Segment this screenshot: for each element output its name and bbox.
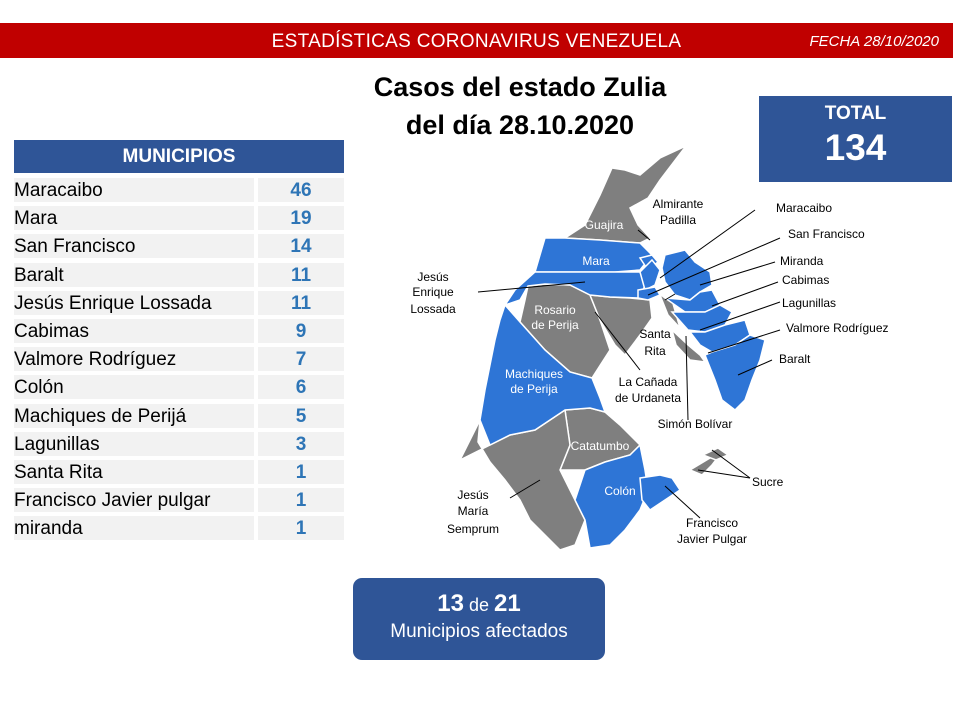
affected-label: Municipios afectados	[390, 621, 568, 642]
municipio-name: Lagunillas	[14, 432, 254, 456]
banner-date: FECHA 28/10/2020	[809, 33, 939, 50]
page-title-line2: del día 28.10.2020	[405, 110, 635, 140]
table-row	[14, 319, 344, 343]
label-la-canada-2: de Urdaneta	[614, 391, 682, 405]
label-almirante-padilla-1: Almirante	[652, 197, 704, 211]
table-row	[14, 178, 344, 202]
table-row	[14, 460, 344, 484]
label-francisco-javier-pulgar-1: Francisco	[685, 516, 739, 530]
label-baralt: Baralt	[779, 352, 811, 366]
region-san-francisco	[638, 287, 660, 300]
table-row	[14, 375, 344, 399]
region-sucre-2	[703, 448, 728, 460]
municipio-cases: 9	[258, 319, 344, 343]
label-catatumbo: Catatumbo	[570, 439, 630, 453]
table-row	[14, 347, 344, 371]
label-maracaibo: Maracaibo	[776, 201, 833, 215]
table-row	[14, 263, 344, 287]
label-jesus-maria-semprum-1: Jesús	[457, 488, 489, 502]
label-colon: Colón	[604, 484, 636, 498]
label-cabimas: Cabimas	[782, 273, 830, 287]
label-jesus-enrique-lossada-3: Lossada	[410, 302, 456, 316]
municipio-name: Colón	[14, 375, 254, 399]
municipio-name: Valmore Rodríguez	[14, 347, 254, 371]
label-jesus-enrique-lossada-2: Enrique	[412, 285, 454, 299]
table-row	[14, 432, 344, 456]
table-row	[14, 404, 344, 428]
label-machiques-de-perija-2: de Perija	[510, 382, 558, 396]
table-row	[14, 488, 344, 512]
municipio-cases: 46	[258, 178, 344, 202]
municipio-name: miranda	[14, 516, 254, 540]
label-almirante-padilla-2: Padilla	[659, 213, 697, 227]
zulia-map	[380, 140, 920, 560]
label-valmore-rodriguez: Valmore Rodríguez	[786, 321, 889, 335]
affected-count: 13	[437, 590, 464, 617]
region-francisco-javier-pulgar	[640, 475, 680, 510]
municipio-name: San Francisco	[14, 234, 254, 258]
affected-count-line	[353, 590, 605, 618]
municipio-name: Jesús Enrique Lossada	[14, 291, 254, 315]
table-row	[14, 516, 344, 540]
table-row	[14, 291, 344, 315]
municipio-name: Machiques de Perijá	[14, 404, 254, 428]
municipio-name: Maracaibo	[14, 178, 254, 202]
municipio-cases: 6	[258, 375, 344, 399]
municipio-name: Baralt	[14, 263, 254, 287]
label-jesus-maria-semprum-2: María	[457, 504, 489, 518]
label-rosario-de-perija-1: Rosario	[534, 303, 576, 317]
label-miranda: Miranda	[780, 254, 824, 268]
municipio-cases: 1	[258, 516, 344, 540]
municipio-name: Santa Rita	[14, 460, 254, 484]
municipio-name: Francisco Javier pulgar	[14, 488, 254, 512]
municipio-cases: 1	[258, 460, 344, 484]
municipio-cases: 11	[258, 291, 344, 315]
label-rosario-de-perija-2: de Perija	[531, 318, 579, 332]
municipio-cases: 3	[258, 432, 344, 456]
table-row	[14, 234, 344, 258]
municipios-table	[14, 178, 344, 544]
region-guajira	[565, 146, 686, 243]
municipio-name: Mara	[14, 206, 254, 230]
label-jesus-maria-semprum-3: Semprum	[446, 522, 500, 536]
affected-of: de	[468, 595, 490, 615]
municipio-name: Cabimas	[14, 319, 254, 343]
top-banner	[0, 23, 953, 58]
label-santa-rita-2: Rita	[644, 344, 666, 358]
municipio-cases: 5	[258, 404, 344, 428]
label-sucre: Sucre	[752, 475, 784, 489]
label-san-francisco: San Francisco	[788, 227, 865, 241]
municipio-cases: 1	[258, 488, 344, 512]
page-title	[340, 68, 700, 144]
total-value: 134	[824, 127, 887, 168]
municipio-cases: 14	[258, 234, 344, 258]
label-francisco-javier-pulgar-2: Javier Pulgar	[676, 532, 748, 546]
banner-title: ESTADÍSTICAS CORONAVIRUS VENEZUELA	[271, 31, 682, 52]
label-lagunillas: Lagunillas	[782, 296, 837, 310]
label-la-canada-1: La Cañada	[618, 375, 678, 389]
label-guajira: Guajira	[584, 218, 624, 232]
municipios-header: MUNICIPIOS	[14, 140, 344, 173]
label-mara: Mara	[582, 254, 610, 268]
municipio-cases: 7	[258, 347, 344, 371]
municipio-cases: 11	[258, 263, 344, 287]
total-label: TOTAL	[824, 103, 887, 124]
page-title-line1: Casos del estado Zulia	[373, 72, 667, 102]
table-row	[14, 206, 344, 230]
affected-total: 21	[494, 590, 521, 617]
label-simon-bolivar: Simón Bolívar	[657, 417, 733, 431]
municipio-cases: 19	[258, 206, 344, 230]
label-machiques-de-perija-1: Machiques	[504, 367, 564, 381]
label-santa-rita-1: Santa	[639, 327, 671, 341]
affected-municipalities-box	[353, 578, 605, 660]
label-jesus-enrique-lossada-1: Jesús	[417, 270, 449, 284]
